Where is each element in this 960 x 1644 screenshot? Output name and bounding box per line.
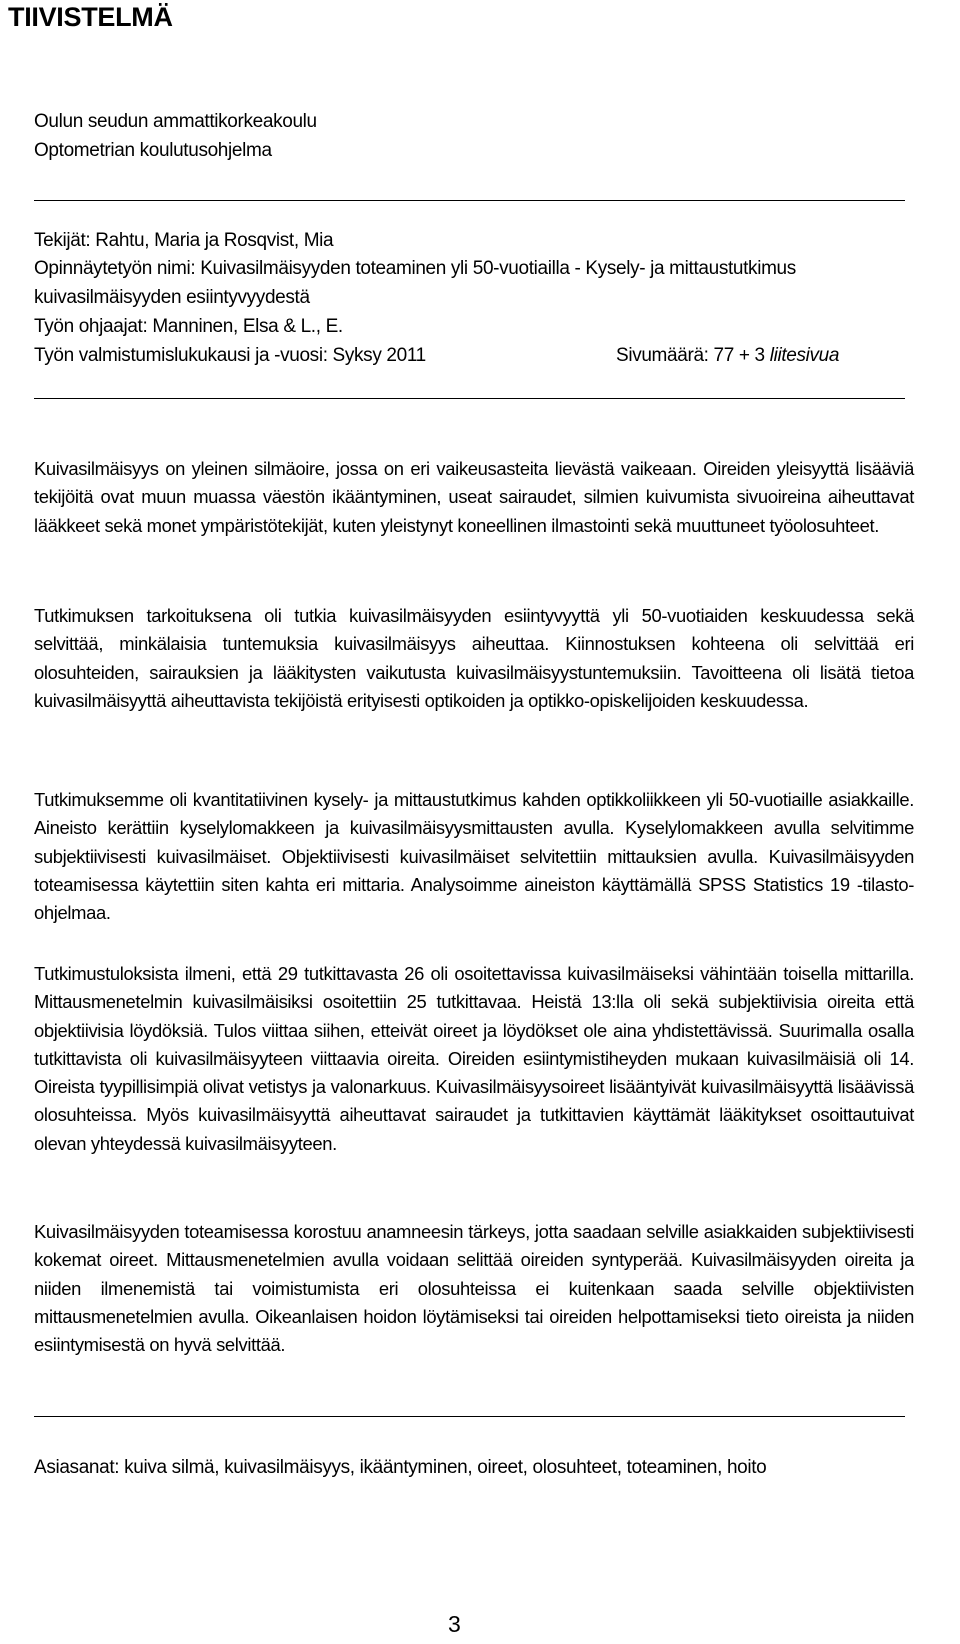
school-name: Oulun seudun ammattikorkeakoulu	[34, 111, 317, 132]
page-count-prefix: Sivumäärä: 77 + 3	[616, 345, 770, 366]
thesis-title-line2: kuivasilmäisyyden esiintyvyydestä	[34, 287, 310, 308]
page-count	[616, 345, 839, 367]
abstract-paragraph-5: Kuivasilmäisyyden toteamisessa korostuu anamneesin tärkeys, jotta saadaan selville asiakkaiden subjektiivisesti kokemat oireet. Mittausmenetelmien avulla voidaan selittää oireiden syntyperää. Kuivasilmäisyyden oireita ja niiden ilmenemistä tai voimistumista eri olosuhteissa ei kuitenkaan saada selville objektiivisten mittausmenetelmien avulla. Oikeanlaisen hoidon löytämiseksi tai oireiden helpottamiseksi tieto oireista ja niiden esiintymisestä on hyvä selvittää.	[34, 1221, 914, 1356]
supervisors-line: Työn ohjaajat: Manninen, Elsa & L., E.	[34, 316, 343, 337]
abstract-paragraph-4: Tutkimustuloksista ilmeni, että 29 tutkittavasta 26 oli osoitettavissa kuivasilmäiseksi vähintään toisella mittarilla. Mittausmenetelmin kuivasilmäisiksi osoitettiin 25 tutkittavaa. Heistä 13:lla oli sekä subjektiivisia oireita että objektiivisia löydöksiä. Tulos viittaa siihen, etteivät oireet ja löydökset ole aina yhdistettävissä. Suurimalla osalla tutkittavista oli kuivasilmäisyyteen viittaavia oireita. Oireiden esiintymistiheyden mukaan kuivasilmäisiä oli 14. Oireista tyypillisimpiä olivat vetistys ja valonarkuus. Kuivasilmäisyysoireet lisääntyivät kuivasilmäisyyttä lisäävissä olosuhteissa. Myös kuivasilmäisyyttä aiheuttavat sairaudet ja tutkittavien käyttämät lääkitykset osoittautuivat olevan yhteydessä kuivasilmäisyyteen.	[34, 963, 914, 1154]
page-count-suffix: liitesivua	[769, 345, 840, 366]
bottom-divider	[34, 1416, 905, 1417]
programme-name: Optometrian koulutusohjelma	[34, 140, 272, 161]
keywords-line: Asiasanat: kuiva silmä, kuivasilmäisyys, ikääntyminen, oireet, olosuhteet, toteaminen, hoito	[34, 1457, 767, 1478]
page-number: 3	[448, 1611, 461, 1637]
thesis-title-line1: Opinnäytetyön nimi: Kuivasilmäisyyden toteaminen yli 50-vuotiailla - Kysely- ja mittaustutkimus	[34, 258, 796, 279]
page-title: TIIVISTELMÄ	[8, 2, 173, 32]
abstract-paragraph-3: Tutkimuksemme oli kvantitatiivinen kysely- ja mittaustutkimus kahden optikkoliikkeen yli 50-vuotiaille asiakkaille. Aineisto kerättiin kyselylomakkeen ja kuivasilmäisyysmittausten avulla. Kyselylomakkeen avulla selvitimme subjektiivisesti kuivasilmäiset. Objektiivisesti kuivasilmäiset selvitettiin mittauksien avulla. Kuivasilmäisyyden toteamisessa käytettiin siten kahta eri mittaria. Analysoimme aineiston käyttämällä SPSS Statistics 19 -tilasto-ohjelmaa.	[34, 789, 914, 924]
meta-divider	[34, 398, 905, 399]
completion-line: Työn valmistumislukukausi ja -vuosi: Syksy 2011	[34, 345, 426, 366]
abstract-paragraph-2: Tutkimuksen tarkoituksena oli tutkia kuivasilmäisyyden esiintyvyyttä yli 50-vuotiaiden keskuudessa sekä selvittää, minkälaisia tuntemuksia kuivasilmäisyys aiheuttaa. Kiinnostuksen kohteena oli selvittää eri olosuhteiden, sairauksien ja lääkitysten vaikutusta kuivasilmäisyystuntemuksiin. Tavoitteena oli lisätä tietoa kuivasilmäisyyttä aiheuttavista tekijöistä erityisesti optikoiden ja optikko-opiskelijoiden keskuudessa.	[34, 605, 914, 711]
abstract-paragraph-1: Kuivasilmäisyys on yleinen silmäoire, jossa on eri vaikeusasteita lievästä vaikeaan. Oireiden yleisyyttä lisääviä tekijöitä ovat muun muassa väestön ikääntyminen, useat sairaudet, silmien kuivumista sivuoireina aiheuttavat lääkkeet sekä monet ympäristötekijät, kuten yleistynyt koneellinen ilmastointi sekä muuttuneet työolosuhteet.	[34, 458, 914, 536]
authors-line: Tekijät: Rahtu, Maria ja Rosqvist, Mia	[34, 230, 334, 251]
top-divider	[34, 200, 905, 201]
